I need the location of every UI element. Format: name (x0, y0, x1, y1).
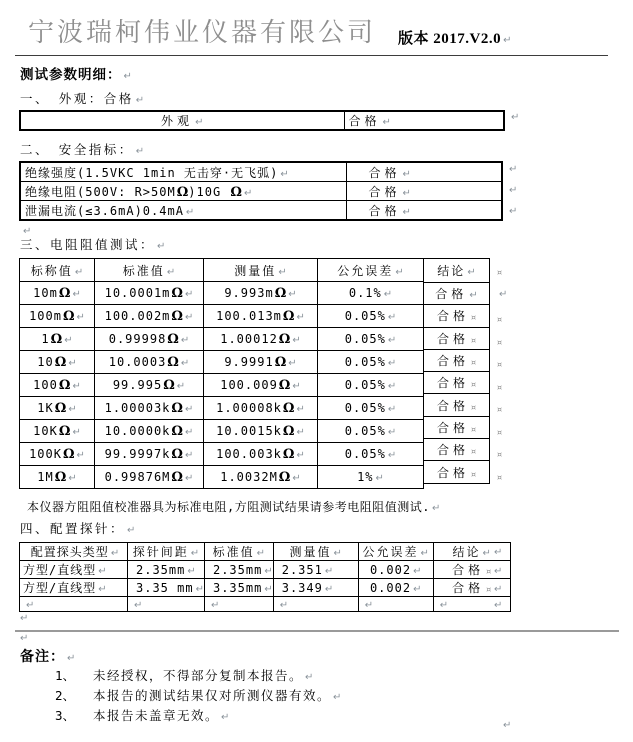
heading-test-params: 测试参数明细： ↵ (20, 63, 132, 83)
nominal-cell: 10Ω ↵ (20, 351, 95, 374)
measured-cell: 9.993mΩ ↵ (204, 282, 318, 305)
tolerance-cell: 0.05% ↵ (318, 328, 424, 351)
appearance-result-cell: 合格 ↵ (344, 111, 504, 130)
row-end-mark: ↵ (511, 112, 520, 123)
table-row (20, 561, 511, 579)
table-row (20, 162, 502, 182)
safety-table (19, 161, 503, 221)
measured-cell: 1.0032MΩ ↵ (204, 466, 318, 489)
remark-text: 未经授权，不得部分复制本报告。 ↵ (93, 668, 313, 683)
cell-end-mark: ¤ (497, 315, 503, 324)
col-probe-pitch: 探针间距 ↵ (128, 543, 205, 561)
cell-end-mark: ¤ (497, 338, 503, 347)
probe-type-cell: 方型/直线型 ↵ (20, 561, 128, 579)
probe-pitch-cell: 3.35 mm ↵ (128, 579, 205, 597)
heading-remarks: 备注： ↵ (20, 646, 75, 666)
row-end-mark: ↵ (509, 164, 518, 175)
tolerance-cell: 0.002 ↵ (358, 579, 433, 597)
section-3-resistance: 三、电阻阻值测试： ↵ (20, 235, 165, 253)
table-row (20, 351, 424, 374)
measured-cell: 3.349 ↵ (273, 579, 358, 597)
tolerance-cell: 0.05% ↵ (318, 420, 424, 443)
tolerance-cell: 0.05% ↵ (318, 397, 424, 420)
conclusion-cell: 合格 ¤ (433, 561, 510, 579)
measured-cell: 100.009Ω ↵ (204, 374, 318, 397)
table-row (20, 397, 424, 420)
tolerance-cell: 0.05% ↵ (318, 351, 424, 374)
footer-divider-line (15, 630, 619, 632)
table-row (20, 282, 424, 305)
row-end-mark: ↵ (509, 206, 518, 217)
empty-cell (204, 597, 273, 612)
table-row (20, 579, 511, 597)
conclusion-cell: 合格 ¤ (424, 349, 489, 371)
company-title: 宁波瑞柯伟业仪器有限公司 (28, 18, 377, 48)
table-row (20, 420, 424, 443)
table-row-empty (20, 597, 511, 612)
paragraph-mark: ↵ (20, 613, 29, 624)
probe-type-cell: 方型/直线型 ↵ (20, 579, 128, 597)
row-end-mark: ↵ (494, 547, 503, 558)
measured-cell: 100.013mΩ ↵ (204, 305, 318, 328)
conclusion-cell: 合格 ¤ (424, 327, 489, 349)
resistance-table (19, 258, 424, 489)
remark-item (55, 686, 341, 704)
conclusion-cell: 合格 ¤ (424, 438, 489, 460)
section-1-appearance: 一、 外观：合格 ↵ (20, 89, 144, 107)
paragraph-mark: ↵ (503, 720, 512, 731)
remark-text: 本报告未盖章无效。 ↵ (93, 708, 229, 723)
cell-end-mark: ¤ (497, 268, 503, 277)
remark-number: 3、 (55, 708, 76, 723)
table-header-row (20, 543, 511, 561)
safety-item-cell: 绝缘强度(1.5VKC 1min 无击穿·无飞弧) ↵ (20, 162, 346, 182)
remark-number: 1、 (55, 668, 76, 683)
standard-cell: 0.99998Ω ↵ (95, 328, 204, 351)
table-row (20, 328, 424, 351)
standard-cell: 3.35mm ↵ (204, 579, 273, 597)
col-tolerance: 公允误差 ↵ (358, 543, 433, 561)
nominal-cell: 1Ω ↵ (20, 328, 95, 351)
tolerance-cell: 0.1% ↵ (318, 282, 424, 305)
col-conclusion: 结论 ↵ (433, 543, 510, 561)
tolerance-cell: 0.002 ↵ (358, 561, 433, 579)
table-row (20, 201, 502, 221)
conclusion-cell: 合格 ↵ (424, 282, 489, 304)
remark-text: 本报告的测试结果仅对所测仪器有效。 ↵ (93, 688, 341, 703)
conclusion-cell: 合格 ¤ (424, 393, 489, 415)
nominal-cell: 1MΩ ↵ (20, 466, 95, 489)
nominal-cell: 10KΩ ↵ (20, 420, 95, 443)
measured-cell: 1.00008kΩ ↵ (204, 397, 318, 420)
nominal-cell: 1KΩ ↵ (20, 397, 95, 420)
empty-cell (273, 597, 358, 612)
col-probe-type: 配置探头类型 ↵ (20, 543, 128, 561)
conclusion-cell: 合格 ¤ (424, 304, 489, 326)
col-nominal: 标称值 ↵ (20, 259, 95, 282)
safety-item-cell: 绝缘电阻(500V: R>50MΩ)10G Ω ↵ (20, 182, 346, 201)
standard-cell: 10.0001mΩ ↵ (95, 282, 204, 305)
version-label: 版本 2017.V2.0 ↵ (398, 27, 511, 48)
cell-end-mark: ¤ (497, 450, 503, 459)
table-header-row (20, 259, 424, 282)
conclusion-cell: 合格 ¤ (424, 416, 489, 438)
safety-item-cell: 泄漏电流(≤3.6mA)0.4mA ↵ (20, 201, 346, 221)
table-row (20, 111, 504, 130)
col-measured: 测量值 ↵ (204, 259, 318, 282)
measured-cell: 100.003kΩ ↵ (204, 443, 318, 466)
remark-number: 2、 (55, 688, 76, 703)
probe-pitch-cell: 2.35mm ↵ (128, 561, 205, 579)
table-row (20, 182, 502, 201)
col-standard: 标准值 ↵ (204, 543, 273, 561)
remark-item (55, 706, 229, 724)
empty-cell (20, 597, 128, 612)
measured-cell: 10.0015kΩ ↵ (204, 420, 318, 443)
col-tolerance: 公允误差 ↵ (318, 259, 424, 282)
col-conclusion: 结论 ↵ (424, 259, 489, 282)
row-end-mark: ↵ (494, 600, 503, 611)
cell-end-mark: ¤ (497, 360, 503, 369)
conclusion-cell: 合格 ¤ (433, 579, 510, 597)
safety-result-cell: 合格 ↵ (346, 162, 502, 182)
header-divider-line (15, 55, 608, 56)
remark-item (55, 666, 313, 684)
col-standard: 标准值 ↵ (95, 259, 204, 282)
cell-end-mark: ¤ (497, 473, 503, 482)
tolerance-cell: 0.05% ↵ (318, 374, 424, 397)
measured-cell: 2.351 ↵ (273, 561, 358, 579)
conclusion-cell: 合格 ¤ (424, 371, 489, 393)
safety-result-cell: 合格 ↵ (346, 182, 502, 201)
tolerance-cell: 0.05% ↵ (318, 305, 424, 328)
row-end-mark: ↵ (494, 584, 503, 595)
col-measured: 测量值 ↵ (273, 543, 358, 561)
tolerance-cell: 1% ↵ (318, 466, 424, 489)
safety-result-cell: 合格 ↵ (346, 201, 502, 221)
standard-cell: 0.99876MΩ ↵ (95, 466, 204, 489)
empty-cell (128, 597, 205, 612)
table-row (20, 466, 424, 489)
paragraph-mark: ↵ (20, 633, 29, 644)
conclusion-cell: 合格 ¤ (424, 460, 489, 482)
cell-end-mark: ¤ (497, 383, 503, 392)
nominal-cell: 100mΩ ↵ (20, 305, 95, 328)
calibration-note: 本仪器方阻阻值校准器具为标准电阻,方阻测试结果请参考电阻阻值测试. ↵ (27, 498, 440, 515)
standard-cell: 100.002mΩ ↵ (95, 305, 204, 328)
table-row (20, 374, 424, 397)
standard-cell: 1.00003kΩ ↵ (95, 397, 204, 420)
standard-cell: 2.35mm ↵ (204, 561, 273, 579)
paragraph-mark: ↵ (23, 226, 32, 237)
row-end-mark: ↵ (509, 185, 518, 196)
table-row (20, 305, 424, 328)
probe-table (19, 542, 511, 612)
tolerance-cell: 0.05% ↵ (318, 443, 424, 466)
row-end-mark: ↵ (494, 566, 503, 577)
row-end-mark: ↵ (499, 289, 508, 300)
appearance-table (19, 110, 505, 131)
nominal-cell: 100Ω ↵ (20, 374, 95, 397)
nominal-cell: 10mΩ ↵ (20, 282, 95, 305)
standard-cell: 99.9997kΩ ↵ (95, 443, 204, 466)
section-4-probes: 四、配置探针： ↵ (20, 519, 135, 537)
standard-cell: 99.995Ω ↵ (95, 374, 204, 397)
cell-end-mark: ¤ (497, 428, 503, 437)
cell-end-mark: ¤ (497, 405, 503, 414)
nominal-cell: 100KΩ ↵ (20, 443, 95, 466)
standard-cell: 10.0000kΩ ↵ (95, 420, 204, 443)
section-2-safety: 二、 安全指标： ↵ (20, 140, 144, 158)
resistance-conclusion-column (423, 258, 490, 484)
measured-cell: 1.00012Ω ↵ (204, 328, 318, 351)
empty-cell (358, 597, 433, 612)
table-row (20, 443, 424, 466)
appearance-label-cell: 外观 ↵ (20, 111, 344, 130)
measured-cell: 9.9991Ω ↵ (204, 351, 318, 374)
standard-cell: 10.0003Ω ↵ (95, 351, 204, 374)
